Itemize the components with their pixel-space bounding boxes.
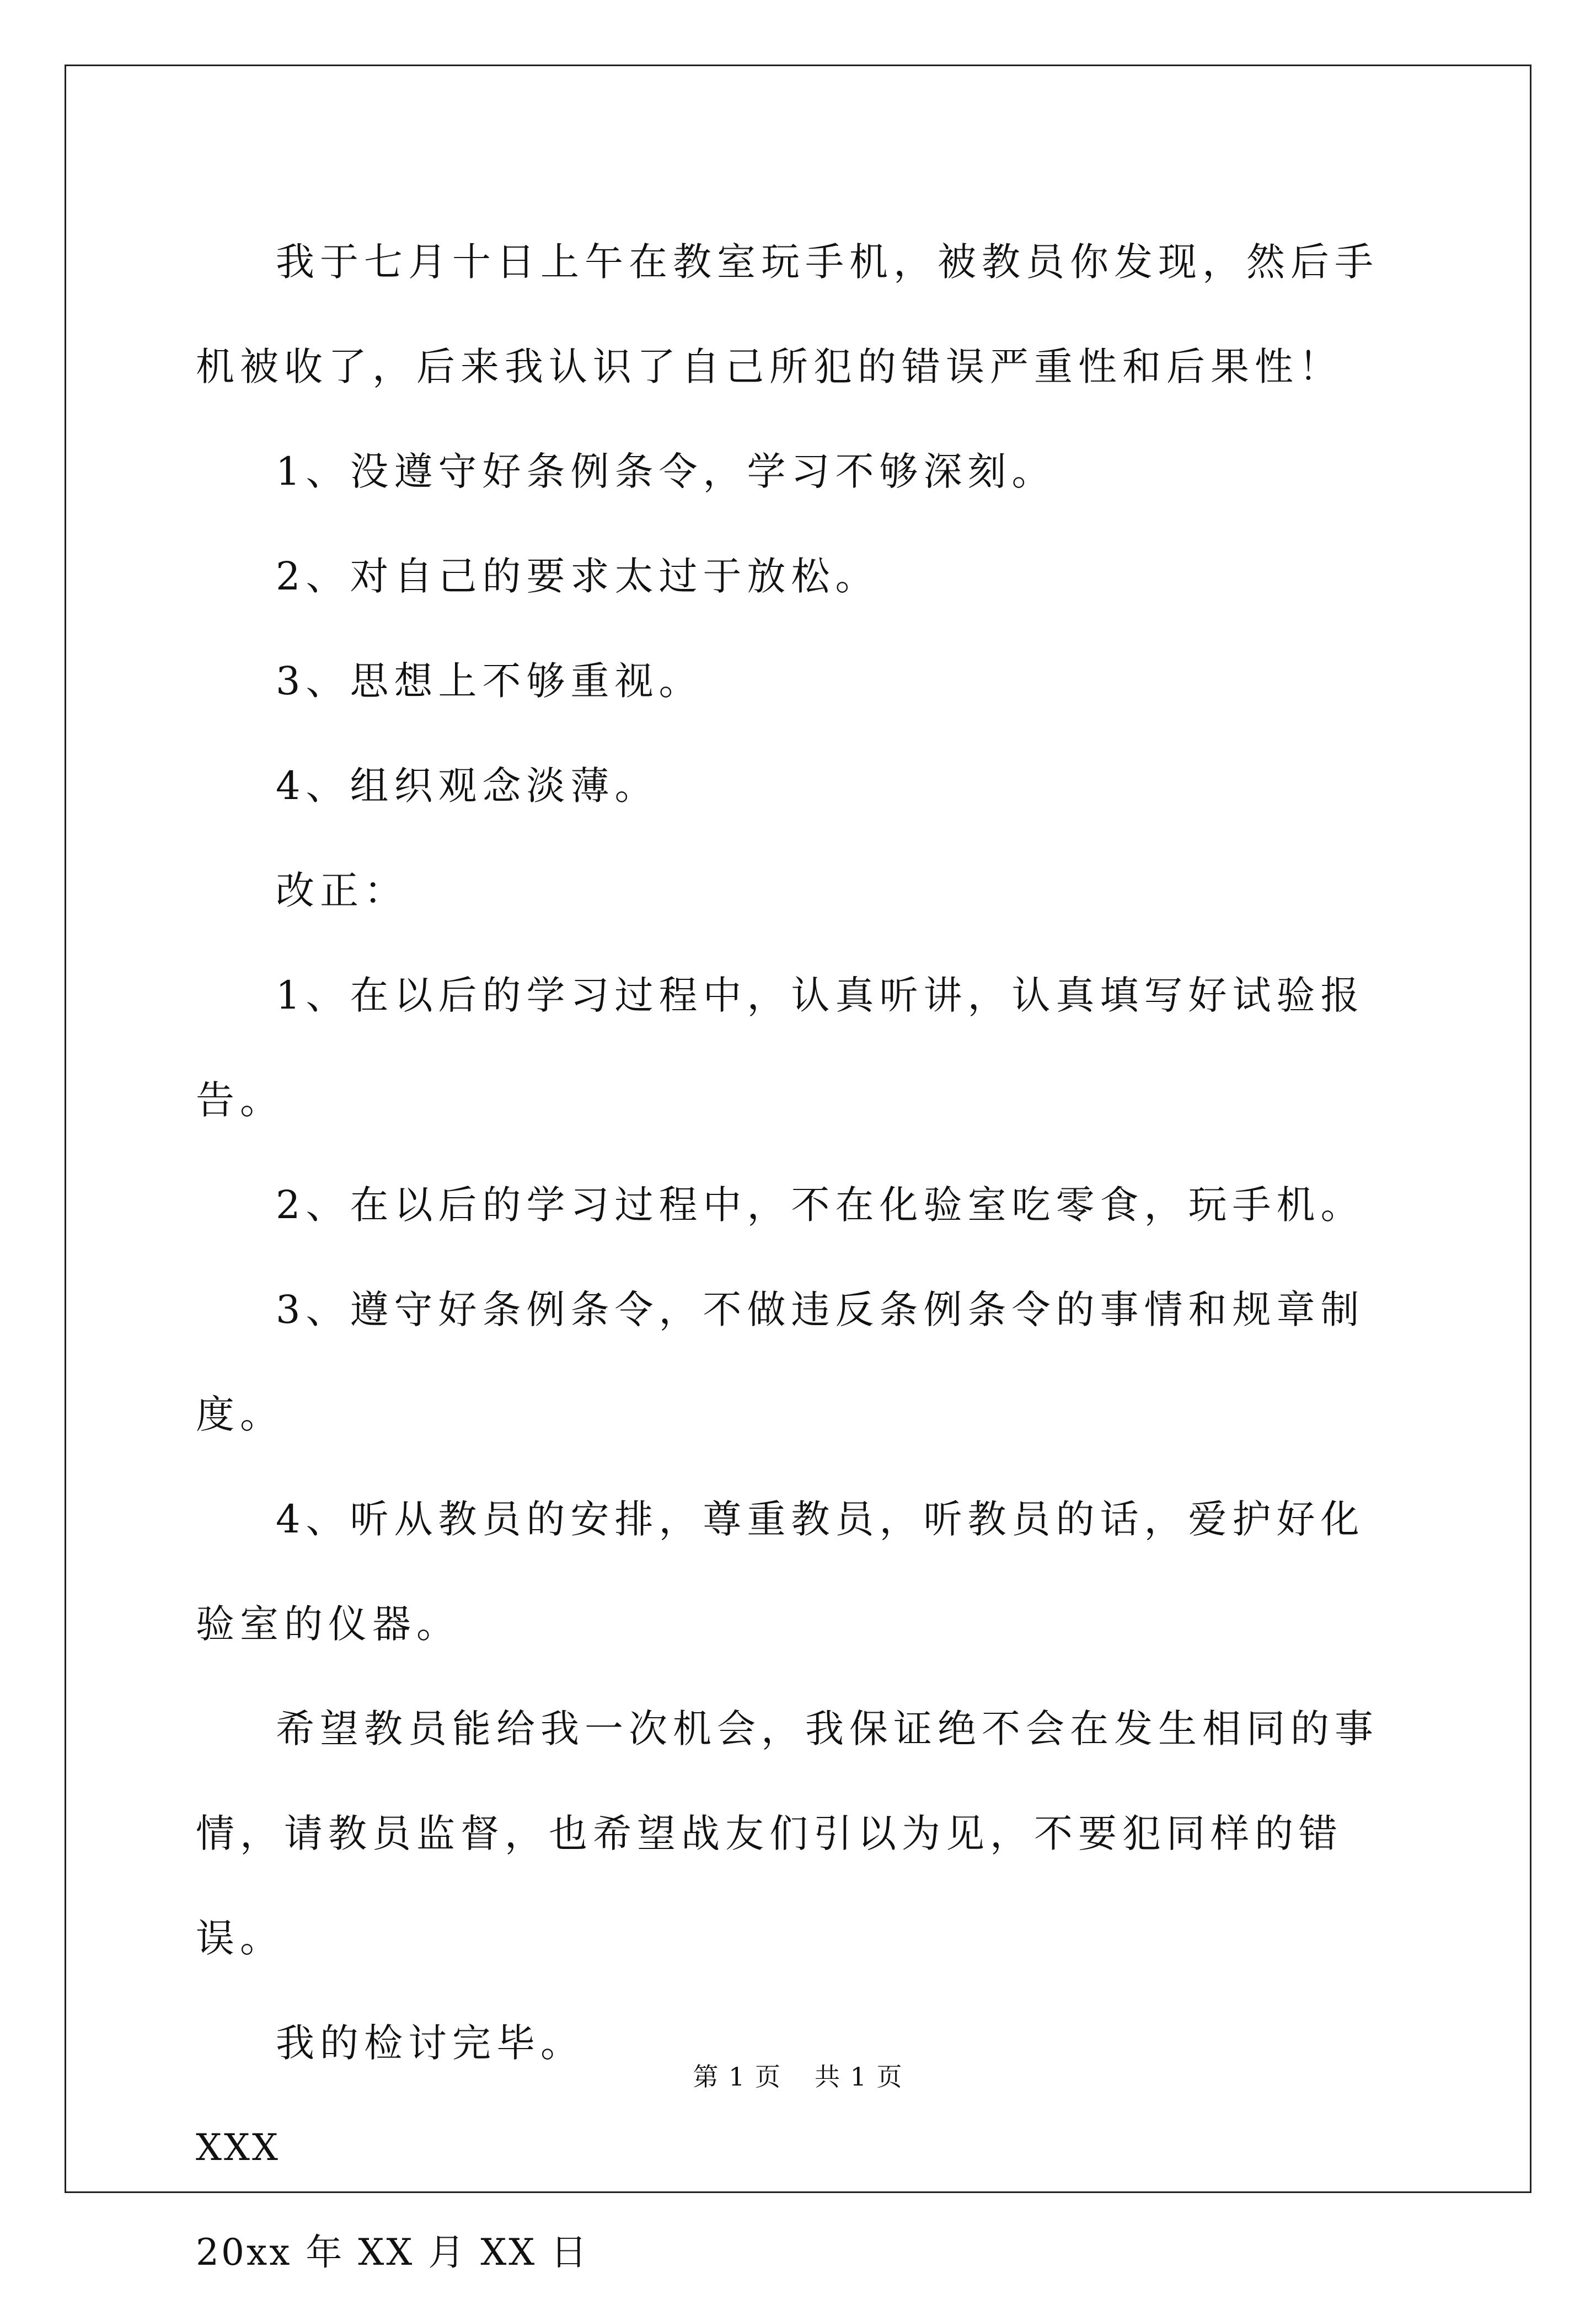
paragraph-intro: 我于七月十日上午在教室玩手机，被教员你发现，然后手机被收了，后来我认识了自己所犯的错误严重性和后果性！	[196, 239, 1379, 389]
signature-date: 20xx 年 XX 月 XX 日	[196, 2231, 590, 2274]
paragraph-correction-1: 1、在以后的学习过程中，认真听讲，认真填写好试验报告。	[196, 973, 1365, 1123]
page-current: 第 1 页	[693, 2062, 781, 2092]
page-total: 共 1 页	[815, 2062, 903, 2092]
paragraph-reason-1: 1、没遵守好条例条令，学习不够深刻。	[276, 449, 1056, 494]
document-body	[196, 210, 1406, 2305]
page-footer	[0, 2057, 1596, 2093]
signature-name: XXX	[196, 2126, 280, 2169]
paragraph-reason-4: 4、组织观念淡薄。	[276, 763, 659, 808]
paragraph-correction-heading: 改正：	[276, 868, 408, 913]
paragraph-closing: 我的检讨完毕。	[276, 2020, 585, 2066]
paragraph-reason-2: 2、对自己的要求太过于放松。	[276, 554, 880, 599]
paragraph-hope: 希望教员能给我一次机会，我保证绝不会在发生相同的事情，请教员监督，也希望战友们引以为见，不要犯同样的错误。	[196, 1706, 1379, 1961]
paragraph-correction-2: 2、在以后的学习过程中，不在化验室吃零食，玩手机。	[276, 1182, 1365, 1227]
paragraph-reason-3: 3、思想上不够重视。	[276, 658, 703, 704]
paragraph-correction-3: 3、遵守好条例条令，不做违反条例条令的事情和规章制度。	[196, 1287, 1365, 1437]
paragraph-correction-4: 4、听从教员的安排，尊重教员，听教员的话，爱护好化验室的仪器。	[196, 1497, 1365, 1647]
